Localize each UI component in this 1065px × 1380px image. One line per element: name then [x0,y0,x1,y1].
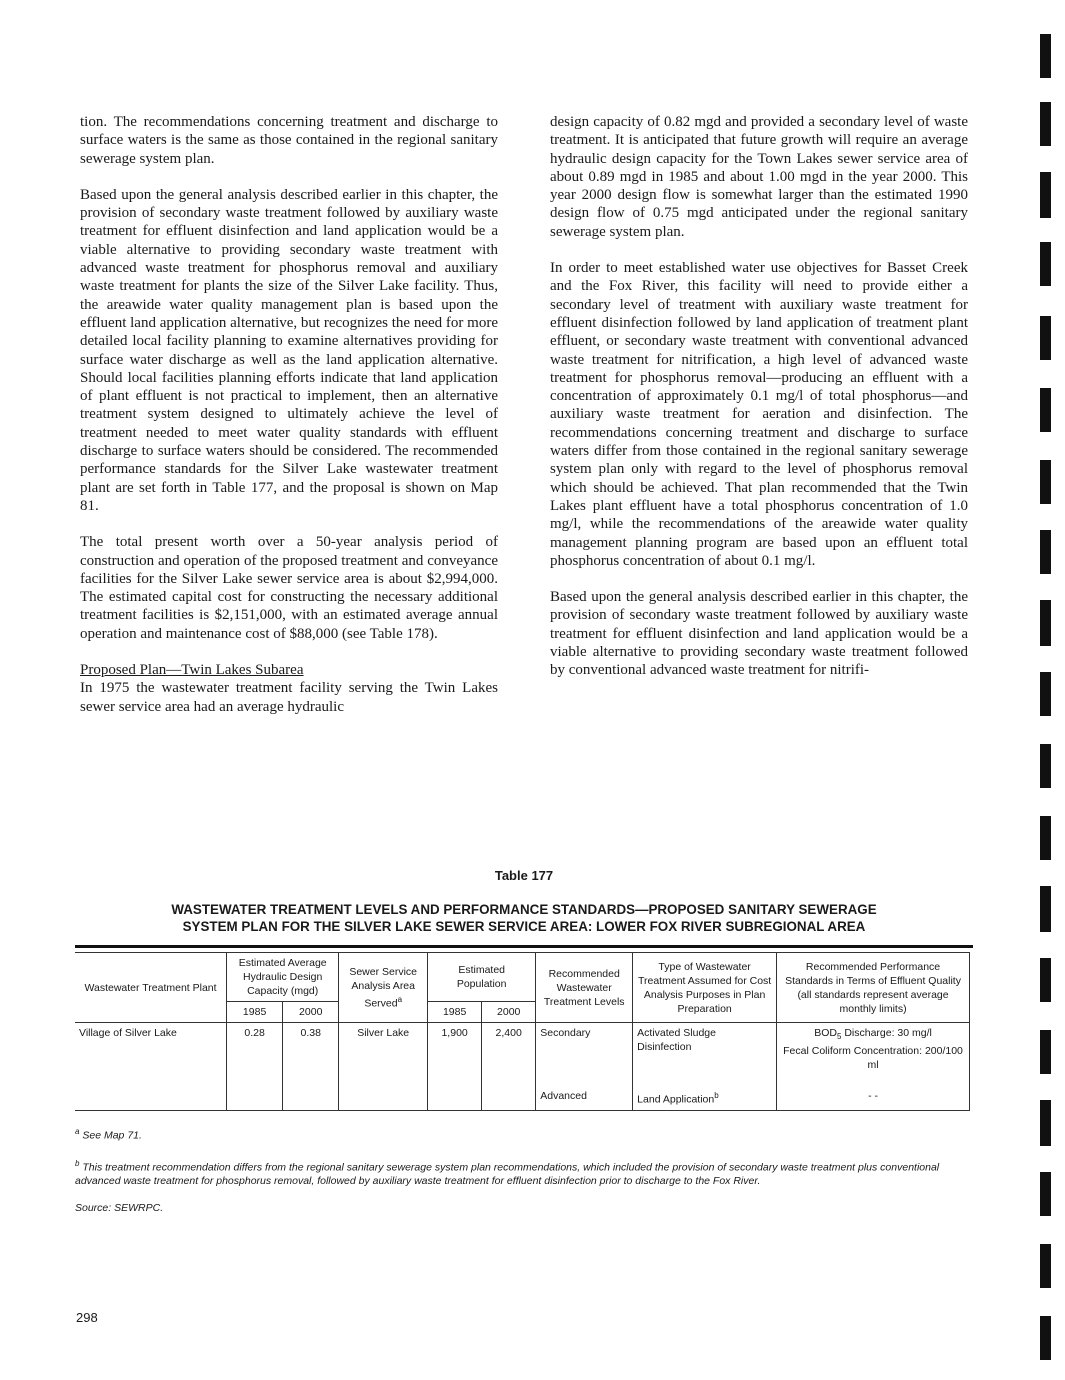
footnote-b [75,1157,973,1189]
cell-pop-1985: 1,900 [428,1023,482,1111]
header-type: Type of Wastewater Treatment Assumed for Cost Analysis Purposes in Plan Preparation [633,953,777,1023]
bod-prefix: BOD [814,1027,837,1039]
paragraph: tion. The recommendations concerning treatment and discharge to surface waters is the same as those contained in the regional sanitary sewerage system plan. [80,114,498,167]
footnote-a-mark: a [397,994,403,1004]
header-population: Estimated Population [428,953,536,1002]
paragraph: Based upon the general analysis described earlier in this chapter, the provision of secondary waste treatment followed by auxiliary waste treatment for effluent disinfection and land application would be a viable alternative to providing secondary waste treatment with advanced waste treatment for phosphorus removal and auxiliary waste treatment for plants the size of the Silver Lake facility. Thus, the areawide water quality management plan is based upon the effluent land application alternative, but recognizes the need for more detailed local facility planning to examine alternatives providing for surface water discharge as well as the land application alternative. Should local facilities planning efforts indicate that land application of plant effluent is not practical to implement, then an alternative treatment system designed to ultimately achieve the level of treatment needed to meet water quality standards with effluent discharge to surface waters should be considered. The recommended performance standards for the Silver Lake wastewater treatment plant are set forth in Table 177, and the proposal is shown on Map 81. [80,186,498,514]
edge-mark [1040,172,1051,218]
header-population-1985: 1985 [428,1002,482,1023]
footnote-a [75,1125,973,1143]
table-source: Source: SEWRPC. [75,1202,164,1214]
right-text-column [550,113,968,680]
bod-rest: Discharge: 30 mg/l [841,1027,932,1039]
cell-cap-2000: 0.38 [283,1023,339,1111]
type-land-application: Land Application [637,1093,715,1106]
header-capacity-2000: 2000 [283,1002,339,1023]
edge-mark [1040,1244,1051,1288]
cell-standards-secondary [777,1023,970,1082]
header-plant: Wastewater Treatment Plant [75,953,227,1023]
table-177-block [75,868,973,1230]
cell-plant: Village of Silver Lake [75,1023,227,1111]
edge-mark [1040,1100,1051,1146]
header-standards [777,953,970,1023]
footnote-a-marker: a [75,1126,80,1136]
paragraph: design capacity of 0.82 mgd and provided a secondary level of waste treatment. It is anticipated that future growth will require an average hydraulic design capacity for the Town Lakes sewer service area of about 0.89 mgd in 1985 and about 1.00 mgd in the year 2000. This year 2000 design flow is somewhat larger than the estimated 1990 design flow of 0.75 mgd anticipated under the regional sanitary sewerage system plan. [550,114,968,240]
cell-level-advanced: Advanced [536,1081,633,1110]
table-title-line: WASTEWATER TREATMENT LEVELS AND PERFORMANCE STANDARDS—PROPOSED SANITARY SEWERAGE [171,902,877,917]
paragraph: Based upon the general analysis described earlier in this chapter, the provision of secondary waste treatment followed by auxiliary waste treatment for effluent disinfection and land application would be a viable alternative to providing secondary waste treatment followed by conventional advanced waste treatment for nitrifi- [550,589,968,679]
edge-mark [1040,1030,1051,1074]
page-edge-marks [1040,0,1054,1380]
header-capacity-1985: 1985 [227,1002,283,1023]
edge-mark [1040,886,1051,932]
table-footnotes [75,1125,973,1216]
edge-mark [1040,34,1051,78]
header-capacity: Estimated Average Hydraulic Design Capacity (mgd) [227,953,339,1002]
header-standards-note: (all standards represent average monthly limits) [797,988,949,1015]
edge-mark [1040,1172,1051,1216]
cell-cap-1985: 0.28 [227,1023,283,1111]
standard-fecal: Fecal Coliform Concentration: 200/100 ml [783,1045,963,1072]
edge-mark [1040,958,1051,1002]
edge-mark [1040,744,1051,788]
header-levels: Recommended Wastewater Treatment Levels [536,953,633,1023]
standards-table [75,952,970,1111]
edge-mark [1040,102,1051,146]
cell-type-advanced [633,1081,777,1110]
edge-mark [1040,242,1051,286]
edge-mark [1040,460,1051,504]
edge-mark [1040,600,1051,646]
header-population-2000: 2000 [482,1002,536,1023]
edge-mark [1040,672,1051,716]
header-sewer-area-text: Sewer Service Analysis Area Served [349,965,418,1010]
footnote-b-mark: b [714,1091,719,1100]
edge-mark [1040,388,1051,432]
header-sewer-area [339,953,428,1023]
cell-area: Silver Lake [339,1023,428,1111]
table-row [75,1023,970,1082]
footnote-b-text: This treatment recommendation differs from the regional sanitary sewerage system plan recommendations, which included the provision of secondary waste treatment plus conventional advanced waste treatment for phosphorus removal, followed by auxiliary waste treatment for effluent disinfection prior to discharge to the Fox River. [75,1161,940,1187]
table-top-rule [75,945,973,948]
left-text-column [80,113,498,716]
edge-mark [1040,1316,1051,1360]
bod-subscript: 5 [836,1032,842,1042]
section-subheading: Proposed Plan—Twin Lakes Subarea [80,662,304,679]
paragraph: The total present worth over a 50-year analysis period of construction and operation of the proposed treatment and conveyance facilities for the Silver Lake sewer service area is about $2,994,000. The estimated capital cost for constructing the necessary additional treatment facilities is $2,151,000, with an estimated average annual operation and maintenance cost of $88,000 (see Table 178). [80,534,498,642]
table-title [75,901,973,935]
page-number: 298 [76,1310,98,1325]
cell-pop-2000: 2,400 [482,1023,536,1111]
cell-level-secondary: Secondary [536,1023,633,1082]
paragraph: In 1975 the wastewater treatment facility serving the Twin Lakes sewer service area had an average hydraulic [80,680,498,715]
cell-type-secondary: Activated Sludge Disinfection [633,1023,777,1082]
standard-bod [781,1026,965,1044]
footnote-b-marker: b [75,1158,80,1168]
edge-mark [1040,816,1051,860]
header-standards-text: Recommended Performance Standards in Terms of Effluent Quality [785,960,961,987]
footnote-a-text: See Map 71. [82,1129,142,1141]
cell-standards-advanced: - - [777,1081,970,1110]
table-title-line: SYSTEM PLAN FOR THE SILVER LAKE SEWER SERVICE AREA: LOWER FOX RIVER SUBREGIONAL AREA [182,919,866,934]
edge-mark [1040,316,1051,360]
edge-mark [1040,530,1051,574]
paragraph: In order to meet established water use objectives for Basset Creek and the Fox River, this facility will need to provide either a secondary level of treatment with auxiliary waste treatment for effluent disinfection followed by land application of treatment plant effluent, or secondary waste treatment with conventional advanced waste treatment for nitrification, a high level of advanced waste treatment for phosphorus removal—producing an effluent with a concentration of approximately 0.1 mg/l of total phosphorus—and auxiliary waste treatment for aeration and disinfection. The recommendations concerning treatment and discharge to surface waters differ from those contained in the regional sanitary sewerage system plan only with regard to the level of phosphorus removal which should be achieved. That plan recommended that the Twin Lakes plant effluent have a total phosphorus concentration of 1.0 mg/l, while the recommendations of the areawide water quality management planning program are based upon an effluent total phosphorus concentration of about 0.1 mg/l. [550,260,968,569]
table-label: Table 177 [494,868,554,883]
